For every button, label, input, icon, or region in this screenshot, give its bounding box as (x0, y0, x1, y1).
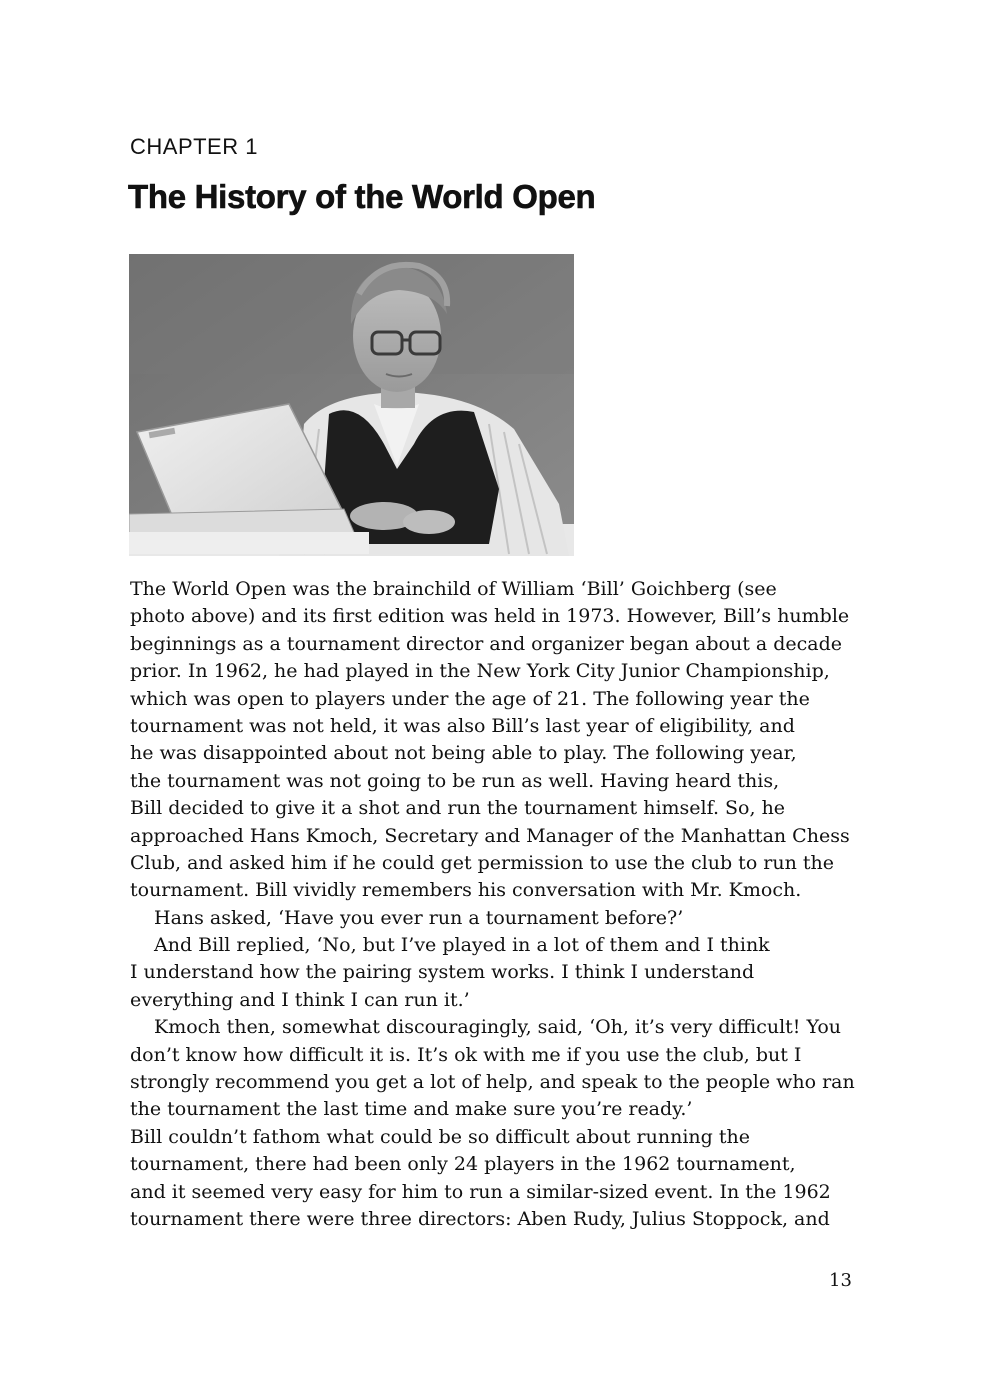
text-line: everything and I think I can run it.’ (130, 988, 470, 1011)
photo-man-at-laptop (129, 254, 574, 556)
text-line: Kmoch then, somewhat discouragingly, said, ‘Oh, it’s very difficult! You (154, 1016, 842, 1039)
text-line: tournament, there had been only 24 players in the 1962 tournament, (130, 1153, 796, 1176)
text-line: and it seemed very easy for him to run a similar-sized event. In the 1962 (130, 1180, 831, 1203)
text-line: The World Open was the brainchild of William ‘Bill’ Goichberg (see (130, 578, 777, 600)
text-line: tournament. Bill vividly remembers his conversation with Mr. Kmoch. (130, 879, 802, 902)
text-line: don’t know how difficult it is. It’s ok with me if you use the club, but I (130, 1043, 802, 1066)
text-line: the tournament the last time and make sure you’re ready.’ (130, 1098, 693, 1121)
text-line: tournament was not held, it was also Bill’s last year of eligibility, and (130, 714, 795, 737)
text-line: prior. In 1962, he had played in the New York City Junior Championship, (130, 660, 830, 683)
text-line: he was disappointed about not being able to play. The following year, (130, 742, 797, 765)
body-text (130, 576, 870, 1233)
chapter-title: The History of the World Open (128, 178, 596, 215)
text-line: strongly recommend you get a lot of help, and speak to the people who ran (130, 1071, 855, 1094)
text-line: photo above) and its first edition was held in 1973. However, Bill’s humble (130, 605, 850, 628)
text-line: Club, and asked him if he could get permission to use the club to run the (130, 851, 835, 874)
text-line: approached Hans Kmoch, Secretary and Manager of the Manhattan Chess (130, 824, 850, 847)
text-line: Hans asked, ‘Have you ever run a tournament before?’ (154, 906, 684, 929)
text-line: beginnings as a tournament director and organizer began about a decade (130, 632, 843, 655)
text-line: Bill decided to give it a shot and run the tournament himself. So, he (130, 797, 786, 820)
text-line: tournament there were three directors: Aben Rudy, Julius Stoppock, and (130, 1207, 830, 1230)
text-line: Bill couldn’t fathom what could be so difficult about running the (130, 1125, 750, 1148)
chapter-label: CHAPTER 1 (130, 134, 258, 159)
text-line: I understand how the pairing system works. I think I understand (130, 961, 755, 984)
page-number: 13 (829, 1270, 852, 1291)
text-line: which was open to players under the age of 21. The following year the (130, 687, 810, 710)
text-line: And Bill replied, ‘No, but I’ve played in a lot of them and I think (154, 934, 770, 957)
text-line: the tournament was not going to be run as well. Having heard this, (130, 769, 780, 792)
